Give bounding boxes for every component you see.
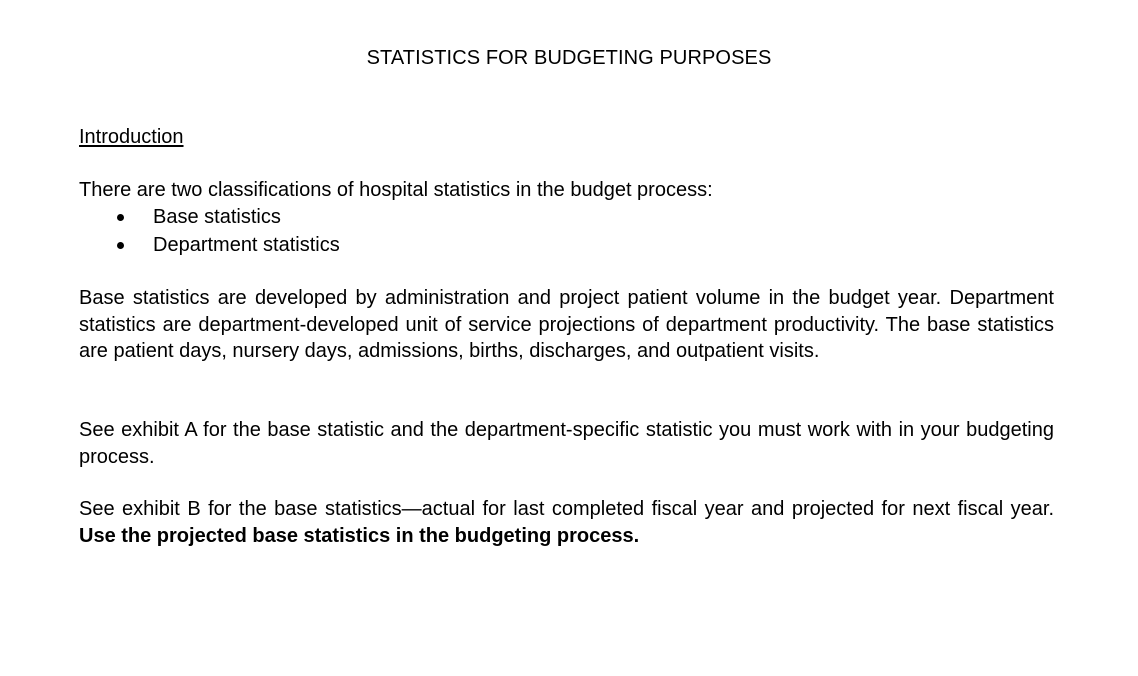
- exhibit-a-paragraph: See exhibit A for the base statistic and the department-specific statistic you must work with in your budgeting process.: [79, 419, 1054, 468]
- list-item: [79, 232, 340, 260]
- list-item-label: Base statistics: [153, 206, 281, 228]
- exhibit-b-emphasis: Use the projected base statistics in the budgeting process.: [79, 524, 640, 547]
- classification-list: [79, 204, 340, 259]
- list-item-label: Department statistics: [153, 233, 340, 256]
- exhibit-b-paragraph: [79, 496, 1054, 549]
- list-item: [79, 204, 340, 232]
- bullet-icon: [117, 242, 124, 249]
- intro-sentence: There are two classifications of hospital statistics in the budget process:: [79, 179, 713, 201]
- section-heading: Introduction: [79, 126, 184, 148]
- exhibit-b-text: See exhibit B for the base statistics—actual for last completed fiscal year and projected for next fiscal year.: [79, 498, 1054, 520]
- base-statistics-paragraph: Base statistics are developed by administration and project patient volume in the budget year. Department statistics are department-developed unit of service projections of department productivity. The base statistics are patient days, nursery days, admissions, births, discharges, and outpatient visits.: [79, 287, 1054, 362]
- document-title: STATISTICS FOR BUDGETING PURPOSES: [366, 47, 772, 69]
- bullet-icon: [117, 214, 124, 221]
